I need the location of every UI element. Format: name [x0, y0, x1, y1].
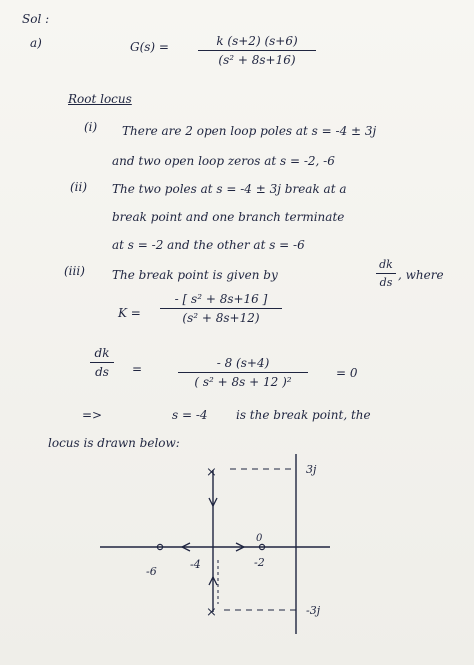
dk-numerator: dk: [379, 258, 393, 271]
implies-arrow: =>: [82, 408, 103, 422]
ds-denominator: ds: [379, 276, 393, 289]
transfer-function-denominator: (s² + 8s+16): [218, 53, 296, 67]
dkds-rhs-numerator: - 8 (s+4): [216, 356, 270, 370]
item-i-marker: (i): [84, 120, 98, 134]
k-numerator: - [ s² + 8s+16 ]: [174, 292, 268, 306]
root-locus-title: Root locus: [68, 92, 132, 106]
locus-drawn-below: locus is drawn below:: [48, 436, 180, 450]
label-minus2: -2: [254, 556, 265, 569]
item-iii-where: , where: [398, 268, 444, 282]
label-minus3j: -3j: [306, 604, 321, 617]
sol-heading: Sol :: [22, 12, 50, 26]
pole-upper-icon: ×: [206, 465, 217, 480]
part-label: a): [30, 36, 42, 50]
item-ii-marker: (ii): [70, 180, 88, 194]
break-point-value: s = -4: [172, 408, 208, 422]
transfer-function-lhs: G(s) =: [130, 40, 169, 54]
item-iii-marker: (iii): [64, 264, 85, 278]
k-denominator: (s² + 8s+12): [182, 311, 260, 325]
label-3j: 3j: [306, 463, 317, 476]
dkds-denominator: ds: [95, 365, 109, 379]
item-iii-text: The break point is given by: [112, 268, 278, 282]
k-lhs: K =: [118, 306, 141, 320]
dkds-rhs-denominator: ( s² + 8s + 12 )²: [194, 375, 292, 389]
transfer-function-numerator: k (s+2) (s+6): [216, 34, 298, 48]
dkds-equals: =: [132, 362, 143, 376]
item-ii-line2: break point and one branch terminate: [112, 210, 345, 224]
dkds-numerator: dk: [94, 346, 110, 360]
item-ii-line3: at s = -2 and the other at s = -6: [112, 238, 305, 252]
item-ii-line1: The two poles at s = -4 ± 3j break at a: [112, 182, 347, 196]
label-minus6: -6: [146, 565, 157, 578]
break-point-statement: is the break point, the: [236, 408, 371, 422]
label-minus4: -4: [190, 558, 201, 571]
item-i-line1: There are 2 open loop poles at s = -4 ± 3j: [122, 124, 377, 138]
label-zero: 0: [256, 533, 263, 544]
dkds-equals-zero: = 0: [336, 366, 358, 380]
item-i-line2: and two open loop zeros at s = -2, -6: [112, 154, 335, 168]
pole-lower-icon: ×: [206, 605, 217, 620]
